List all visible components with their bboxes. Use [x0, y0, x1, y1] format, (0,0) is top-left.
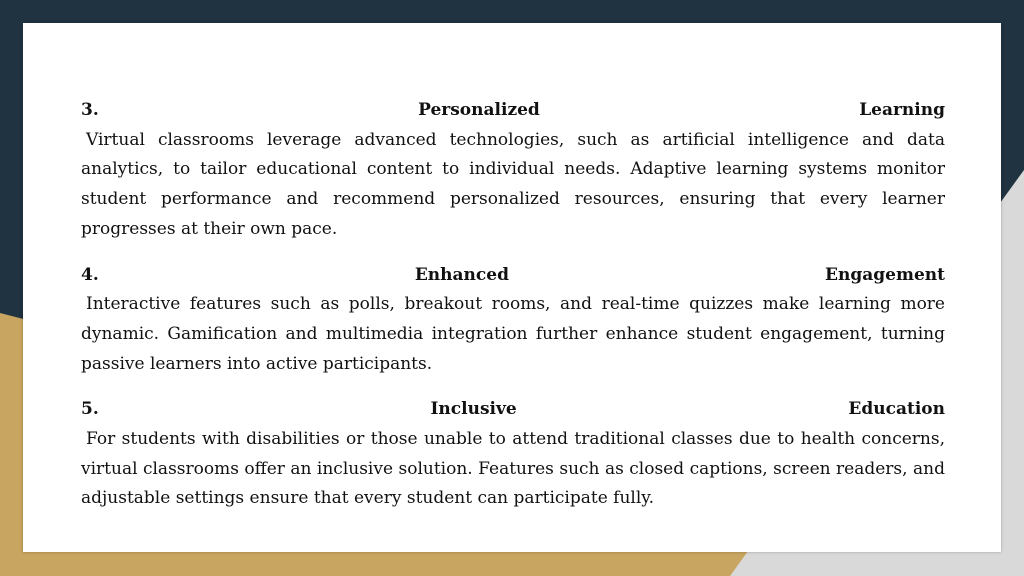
section-heading [81, 261, 945, 291]
section-number: 5. [81, 399, 99, 420]
section-heading-word: Personalized [418, 100, 540, 120]
section-heading-word: Inclusive [430, 399, 517, 420]
slide-content [81, 96, 945, 530]
section-heading [81, 395, 945, 425]
section-body: Virtual classrooms leverage advanced technologies, such as artificial intelligence and data analytics, to tailor educational content to individual needs. Adaptive learning systems monitor student performance and recommend personalized resources, ensuring that every learner progresses at their own pace. [81, 129, 945, 239]
section-heading-word: Education [848, 399, 945, 420]
section-heading-word: Enhanced [414, 264, 509, 285]
section-number: 4. [81, 264, 99, 285]
section-heading-word: Learning [859, 100, 945, 120]
section-heading [81, 96, 945, 126]
section-inclusive-education [81, 395, 945, 514]
section-enhanced-engagement [81, 261, 945, 380]
section-personalized-learning [81, 96, 945, 245]
section-body: Interactive features such as polls, breakout rooms, and real-time quizzes make learning more dynamic. Gamification and multimedia integration further enhance student engagement, turning passive learners into active participants. [81, 294, 945, 374]
section-heading-word: Engagement [825, 264, 945, 285]
section-number: 3. [81, 100, 99, 120]
section-body: For students with disabilities or those unable to attend traditional classes due to health concerns, virtual classrooms offer an inclusive solution. Features such as closed captions, screen readers, and adjustable settings ensure that every student can participate fully. [81, 429, 945, 509]
